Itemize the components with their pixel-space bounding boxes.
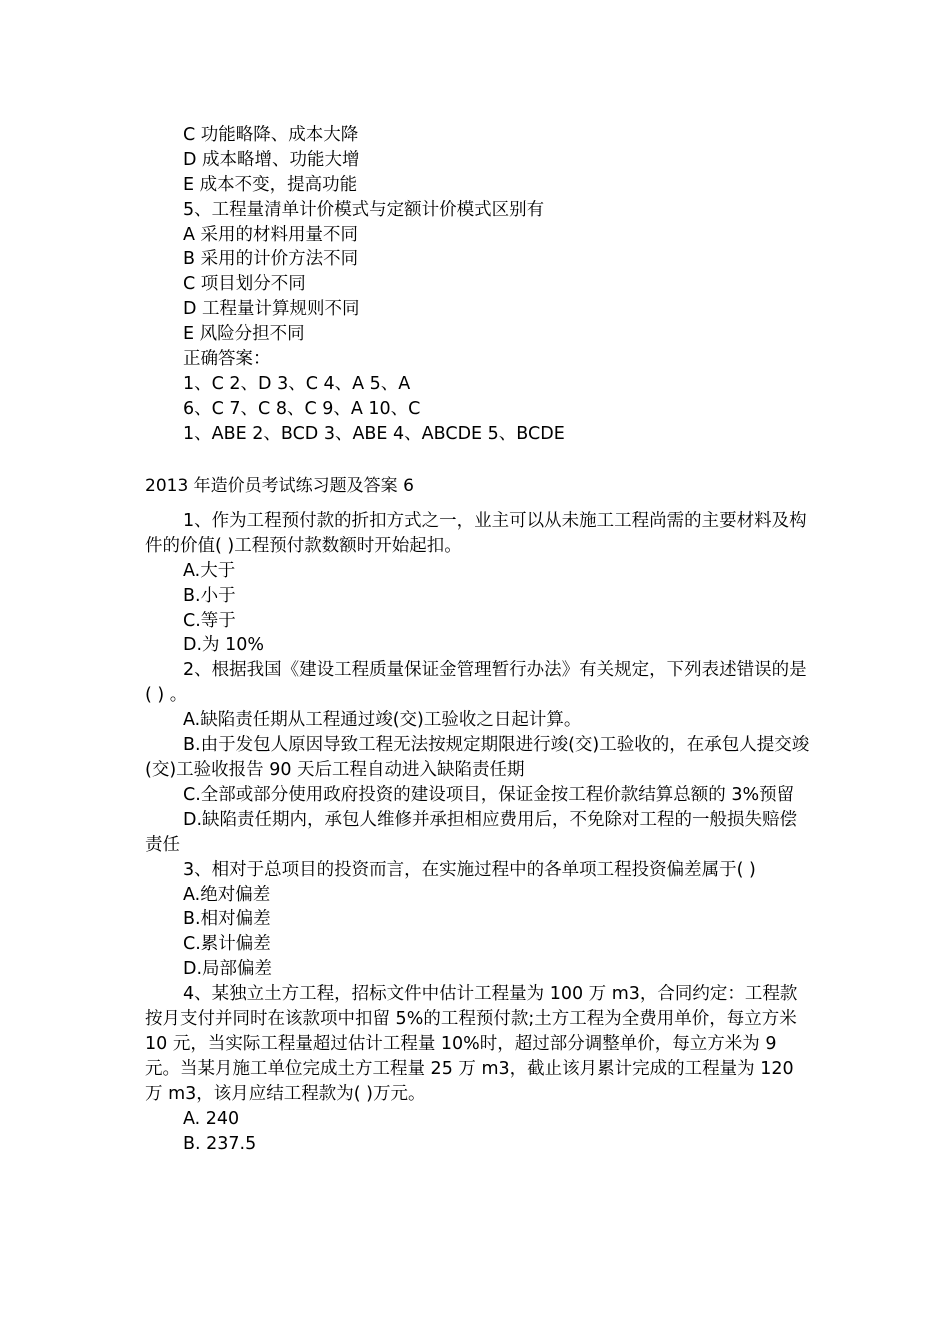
question-1-option: D.为 10% (183, 635, 264, 656)
question-stem: 5、工程量清单计价模式与定额计价模式区别有 (183, 199, 545, 220)
question-4-option: A. 240 (183, 1108, 240, 1129)
questions-section (145, 509, 810, 1156)
answer-heading: 正确答案： (183, 349, 271, 370)
question-3-option: C.累计偏差 (183, 934, 271, 955)
question-4-option: B. 237.5 (183, 1133, 257, 1154)
question-1-option: C.等于 (183, 610, 236, 631)
question-1-stem: 1、作为工程预付款的折扣方式之一，业主可以从未施工工程尚需的主要材料及构件的价值( )工程预付款数额时开始起扣。 (145, 511, 807, 556)
option-line: D 工程量计算规则不同 (183, 299, 360, 320)
question-stem (145, 509, 810, 559)
question-2-option: A.缺陷责任期从工程通过竣(交)工验收之日起计算。 (183, 710, 582, 731)
option-line: C 功能略降、成本大降 (183, 125, 359, 145)
question-4-stem: 4、某独立土方工程，招标文件中估计工程量为 100 万 m3，合同约定：工程款按月支付并同时在该款项中扣留 5%的工程预付款;土方工程为全费用单价，每立方米 10 元，当实际工程量超过估计工程量 10%时，超过部分调整单价，每立方米为 9 元。当某月施工单位完成土方工程量 25 万 m3，截止该月累计完成的工程量为 120 万 m3，该月应结工程款为( )万元。 (145, 984, 798, 1104)
question-2-option: B.由于发包人原因导致工程无法按规定期限进行竣(交)工验收的，在承包人提交竣(交)工验收报告 90 天后工程自动进入缺陷责任期 (145, 735, 810, 780)
answer-key-line: 1、ABE 2、BCD 3、ABE 4、ABCDE 5、BCDE (183, 423, 565, 444)
section-title: 2013 年造价员考试练习题及答案 6 (145, 476, 414, 496)
question-2-stem: 2、根据我国《建设工程质量保证金管理暂行办法》有关规定，下列表述错误的是( ) 。 (145, 660, 807, 706)
option-line: E 成本不变，提高功能 (183, 174, 358, 195)
option-line: D 成本略增、功能大增 (183, 149, 360, 170)
option-line: E 风险分担不同 (183, 324, 305, 345)
answer-key-line: 6、C 7、C 8、C 9、A 10、C (183, 398, 421, 419)
question-3-option: A.绝对偏差 (183, 884, 271, 905)
question-3-stem: 3、相对于总项目的投资而言，在实施过程中的各单项工程投资偏差属于( ) (183, 859, 756, 880)
question-1-option: A.大于 (183, 560, 236, 581)
answer-key-line: 1、C 2、D 3、C 4、A 5、A (183, 373, 411, 394)
question-3-option: B.相对偏差 (183, 909, 271, 930)
question-1-option: B.小于 (183, 585, 236, 606)
option-line: B 采用的计价方法不同 (183, 249, 359, 270)
question-3-option: D.局部偏差 (183, 959, 273, 980)
answer-options-section (145, 123, 810, 447)
question-2-option: D.缺陷责任期内，承包人维修并承担相应费用后，不免除对工程的一般损失赔偿责任 (145, 809, 798, 855)
option-line: C 项目划分不同 (183, 274, 306, 295)
option-line: A 采用的材料用量不同 (183, 224, 359, 245)
question-2-option: C.全部或部分使用政府投资的建设项目，保证金按工程价款结算总额的 3%预留 (183, 784, 795, 805)
